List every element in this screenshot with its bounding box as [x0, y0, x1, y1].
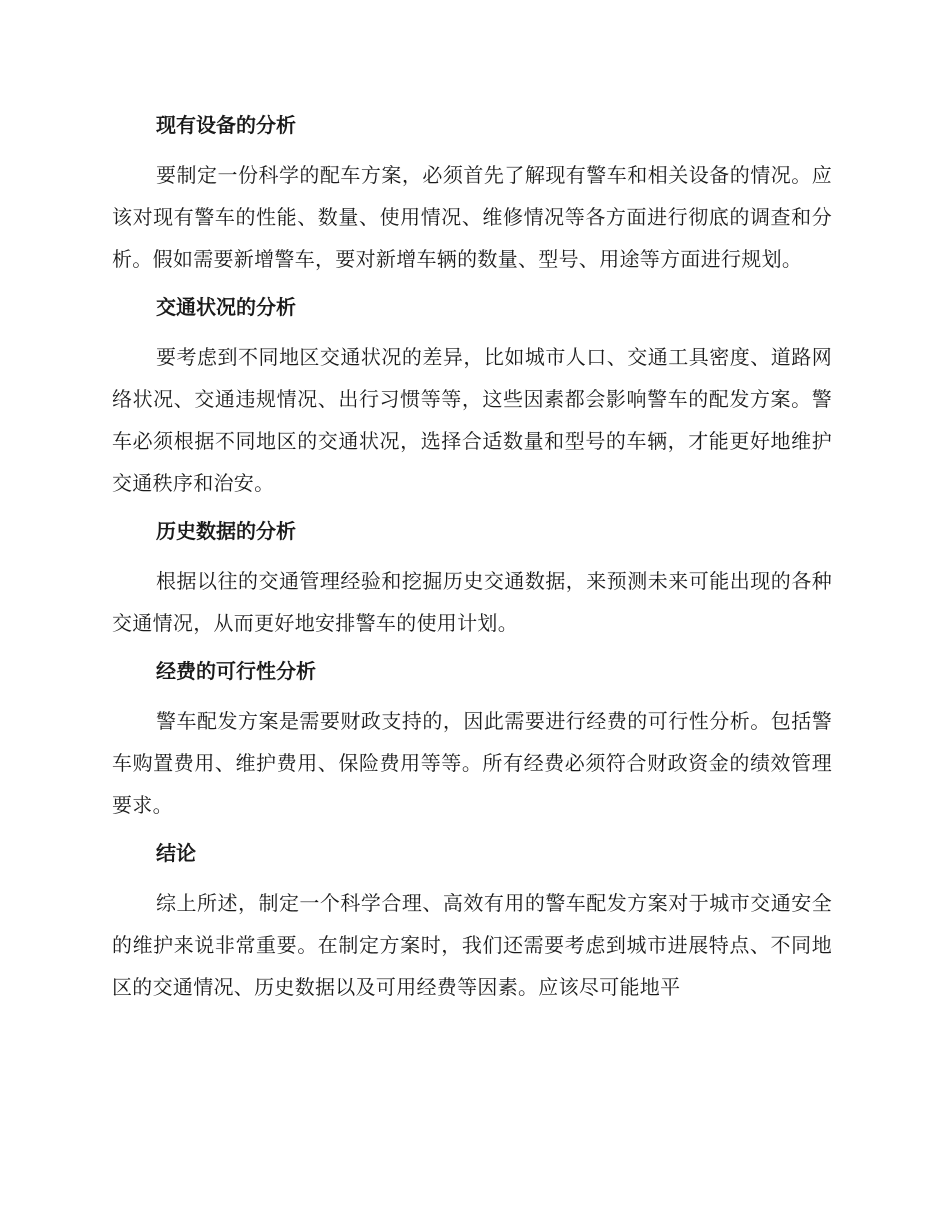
section-paragraph: 警车配发方案是需要财政支持的，因此需要进行经费的可行性分析。包括警车购置费用、维护费用、保险费用等等。所有经费必须符合财政资金的绩效管理要求。 — [112, 709, 832, 817]
section-heading: 历史数据的分析 — [156, 519, 296, 543]
section-paragraph: 根据以往的交通管理经验和挖掘历史交通数据，来预测未来可能出现的各种交通情况，从而更好地安排警车的使用计划。 — [112, 569, 832, 635]
section-existing-equipment — [112, 110, 832, 280]
section-budget-feasibility — [112, 656, 832, 826]
section-heading: 结论 — [156, 841, 196, 865]
section-historical-data — [112, 516, 832, 644]
section-heading: 经费的可行性分析 — [156, 659, 316, 683]
section-paragraph: 要考虑到不同地区交通状况的差异，比如城市人口、交通工具密度、道路网络状况、交通违规情况、出行习惯等等，这些因素都会影响警车的配发方案。警车必须根据不同地区的交通状况，选择合适数量和型号的车辆，才能更好地维护交通秩序和治安。 — [112, 345, 832, 495]
section-paragraph: 综上所述，制定一个科学合理、高效有用的警车配发方案对于城市交通安全的维护来说非常重要。在制定方案时，我们还需要考虑到城市进展特点、不同地区的交通情况、历史数据以及可用经费等因素。应该尽可能地平 — [112, 891, 832, 999]
section-heading: 现有设备的分析 — [156, 113, 296, 137]
section-paragraph: 要制定一份科学的配车方案，必须首先了解现有警车和相关设备的情况。应该对现有警车的性能、数量、使用情况、维修情况等各方面进行彻底的调查和分析。假如需要新增警车，要对新增车辆的数量、型号、用途等方面进行规划。 — [112, 163, 832, 271]
document-page — [112, 110, 832, 1020]
section-heading: 交通状况的分析 — [156, 295, 296, 319]
section-conclusion — [112, 838, 832, 1008]
section-traffic-conditions — [112, 292, 832, 504]
